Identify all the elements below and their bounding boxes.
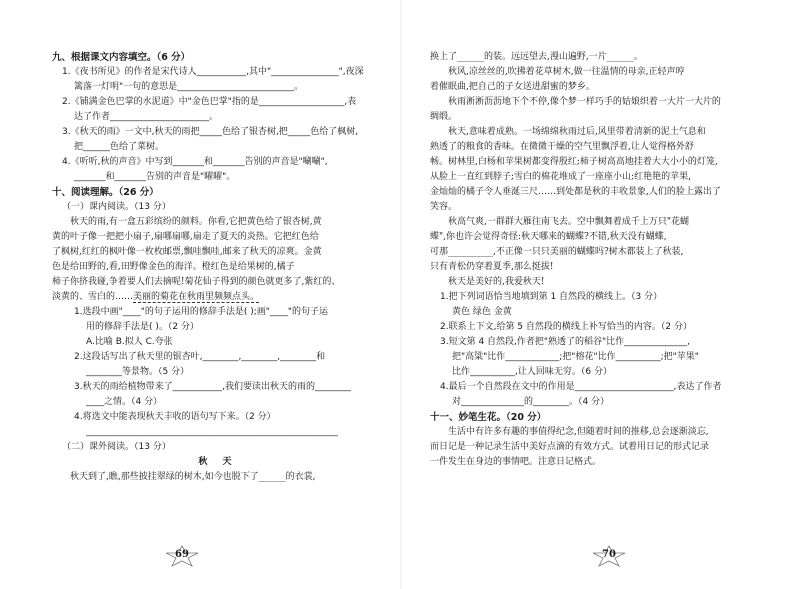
line-text: 秋高气爽,一群群大雁往南飞去。空中飘舞着成千上万只"花蝴 xyxy=(448,217,690,227)
text-line xyxy=(52,110,384,125)
text-line xyxy=(52,260,384,275)
line-text: 生活中有许多有趣的事值得纪念,但随着时间的推移,总会逐渐淡忘, xyxy=(448,427,709,437)
line-text: 笑容。 xyxy=(430,202,458,212)
line-text: 4.最后一个自然段在文中的作用是______________________,表达了作者 xyxy=(440,382,722,392)
line-text: 2.联系上下文,给第 5 自然段的横线上补写恰当的内容。（2 分） xyxy=(440,322,692,332)
line-text: 对______________的________。（4 分） xyxy=(452,397,610,407)
text-line xyxy=(52,140,384,155)
text-line xyxy=(430,305,780,320)
line-text: 1.选段中画"____"的句子运用的修辞手法是( );画"____"的句子运 xyxy=(74,307,329,317)
line-text: 柿子你挤我碰,争着要人们去摘呢!菊花仙子得到的颜色就更多了,紫红的、 xyxy=(52,277,341,287)
section-heading xyxy=(52,50,384,65)
line-text: 黄色 绿色 金黄 xyxy=(452,307,512,317)
text-line xyxy=(430,320,780,335)
text-line xyxy=(430,50,780,65)
line-text: 从脸上一直红到脖子;雪白的棉花堆成了一座座小山;红艳艳的苹果, xyxy=(430,172,691,182)
line-text: 色是给田野的,看,田野像金色的海洋。橙红色是给果树的,橘子 xyxy=(52,262,295,272)
text-line xyxy=(430,125,780,140)
right-page xyxy=(402,0,800,589)
text-line xyxy=(52,65,384,80)
text-line xyxy=(430,290,780,305)
text-line xyxy=(52,455,384,470)
text-line xyxy=(430,395,780,410)
text-line xyxy=(52,200,384,215)
page-number-badge xyxy=(165,545,199,567)
text-line xyxy=(430,440,780,455)
line-text: 秋天,意味着成熟。一场绵绵秋雨过后,风里带着清新的泥土气息和 xyxy=(448,127,706,137)
line-text: 2.这段话写出了秋天里的银杏叶,________,________,________和 xyxy=(74,352,326,362)
line-text: 秋天的雨,有一盒五彩缤纷的颜料。你看,它把黄色给了银杏树,黄 xyxy=(70,217,322,227)
text-line xyxy=(430,200,780,215)
text-line xyxy=(430,155,780,170)
text-line xyxy=(52,275,384,290)
text-line xyxy=(52,320,384,335)
text-line xyxy=(52,365,384,380)
text-line xyxy=(52,215,384,230)
text-line xyxy=(430,245,780,260)
line-text: 畅。树林里,白杨和苹果树都变得殷红;柿子树高高地挂着大大小小的灯笼, xyxy=(430,157,718,167)
text-line xyxy=(52,125,384,140)
line-text: 秋天到了,瞧,那些披挂翠绿的树木,如今也脱下了______的衣裳, xyxy=(70,472,316,482)
text-line xyxy=(430,95,780,110)
line-text: 一件发生在身边的事情吧。注意日记格式。 xyxy=(430,457,602,467)
line-text: 用的修辞手法是( )。（2 分） xyxy=(86,322,199,332)
text-line xyxy=(430,380,780,395)
text-line xyxy=(430,335,780,350)
page-number-badge xyxy=(592,545,626,567)
text-line xyxy=(52,305,384,320)
line-text: 熟透了的粮食的香味。在微微干燥的空气里飘浮着,让人觉得格外舒 xyxy=(430,142,694,152)
section-heading xyxy=(52,185,384,200)
line-text: 2.《铺满金色巴掌的水泥道》中"金色巴掌"指的是___________________,表 xyxy=(62,97,357,107)
line-text: 达了作者______________________。 xyxy=(74,112,219,122)
line-text: 3.短文第 4 自然段,作者把"熟透了的稻谷"比作______________, xyxy=(440,337,691,347)
text-line xyxy=(52,290,384,305)
line-text: 可那__________,不正像一只只美丽的蝴蝶吗?树木都装上了秋装, xyxy=(430,247,684,257)
line-text: 蝶",你也许会觉得奇怪:秋天哪来的蝴蝶?不错,秋天没有蝴蝶, xyxy=(430,232,667,242)
line-text: （一）课内阅读。（13 分） xyxy=(62,202,171,212)
page-number: 70 xyxy=(602,549,616,560)
line-text: ________________________________________________________ xyxy=(86,427,338,437)
page-number: 69 xyxy=(175,549,189,560)
text-line xyxy=(430,425,780,440)
line-text: 了枫树,红红的枫叶像一枚枚邮票,飘哇飘哇,邮来了秋天的凉爽。金黄 xyxy=(52,247,322,257)
text-line xyxy=(52,470,384,485)
text-line xyxy=(52,410,384,425)
line-text: 把"高粱"比作____________;把"榕花"比作__________;把"苹果" xyxy=(452,352,699,362)
left-page-content xyxy=(52,50,384,485)
text-line xyxy=(430,230,780,245)
text-line xyxy=(430,215,780,230)
text-line xyxy=(430,260,780,275)
line-text: 篱落一灯明"一句的意思是__________________________。 xyxy=(74,82,304,92)
line-text: 淡黄的、雪白的…… xyxy=(52,292,134,302)
line-text: 3.《秋天的雨》一文中,秋天的雨把_____色给了银杏树,把_____色给了枫树, xyxy=(62,127,359,137)
right-page-content xyxy=(430,50,780,470)
text-line xyxy=(52,95,384,110)
line-text: （二）课外阅读。（13 分） xyxy=(62,442,171,452)
text-line xyxy=(52,230,384,245)
text-line xyxy=(430,80,780,95)
text-line xyxy=(52,440,384,455)
text-line xyxy=(430,140,780,155)
text-line xyxy=(430,350,780,365)
line-text: 4.《听听,秋的声音》中写到_______和_______告别的声音是"唰唰", xyxy=(62,157,328,167)
text-line xyxy=(52,395,384,410)
text-line xyxy=(430,275,780,290)
text-line xyxy=(52,425,384,440)
text-line xyxy=(52,380,384,395)
line-text: 十一、妙笔生花。（20 分） xyxy=(430,412,547,423)
text-line xyxy=(430,170,780,185)
text-line xyxy=(52,350,384,365)
line-text: _______和_______告别的声音是"曜曜"。 xyxy=(74,172,236,182)
underlined-sentence: 美丽的菊花在秋雨里频频点头。 xyxy=(133,292,260,302)
text-line xyxy=(430,185,780,200)
line-text: ____之情。（4 分） xyxy=(86,397,163,407)
line-text: 秋 天 xyxy=(198,457,238,467)
section-heading xyxy=(430,410,780,425)
text-line xyxy=(52,335,384,350)
line-text: 秋天是美好的,我爱秋天! xyxy=(448,277,545,287)
line-text: 4.将选文中能表现秋天丰收的语句写下来。（2 分） xyxy=(74,412,276,422)
line-text: 1.《夜书所见》的作者是宋代诗人___________,其中"_______________",夜深 xyxy=(62,67,364,77)
text-line xyxy=(52,245,384,260)
line-text: A.比喻 B.拟人 C.夸张 xyxy=(86,337,173,347)
line-text: 把______色给了菜树。 xyxy=(74,142,165,152)
text-line xyxy=(430,455,780,470)
text-line xyxy=(430,65,780,80)
text-line xyxy=(52,80,384,95)
line-text: 金灿灿的橘子令人垂涎三尺……到处都是秋的丰收景象,人们的脸上露出了 xyxy=(430,187,721,197)
text-line xyxy=(430,110,780,125)
line-text: 换上了______的装。远远望去,漫山遍野,一片______。 xyxy=(430,52,643,62)
line-text: 秋风,凉丝丝的,吹拂着花草树木,做一往温情的母亲,正轻声哼 xyxy=(448,67,685,77)
line-text: 九、根据课文内容填空。（6 分） xyxy=(52,52,191,63)
text-line xyxy=(430,365,780,380)
line-text: 3.秋天的雨给植物带来了___________,我们要读出秋天的雨的________ xyxy=(74,382,351,392)
line-text: 黄的叶子像一把把小扇子,扇哪扇哪,扇走了夏天的炎热。它把红色给 xyxy=(52,232,319,242)
line-text: 绸缎。 xyxy=(430,112,458,122)
line-text: 十、阅读理解。（26 分） xyxy=(52,187,159,198)
text-line xyxy=(52,155,384,170)
line-text: 1.把下列词语恰当地填到第 1 自然段的横线上。（3 分） xyxy=(440,292,663,302)
line-text: 着催眠曲,把自己的子女送进甜蜜的梦乡。 xyxy=(430,82,595,92)
line-text: ________等景物。（5 分） xyxy=(86,367,190,377)
text-line xyxy=(52,170,384,185)
line-text: 秋雨淅淅沥沥地下个不停,像个梦一样巧手的姑娘织着一大片一大片的 xyxy=(448,97,721,107)
line-text: 而日记是一种记录生活中美好点滴的有效方式。试着用日记的形式记录 xyxy=(430,442,710,452)
line-text: 比作__________,让人回味无穷。（6 分） xyxy=(452,367,612,377)
line-text: 只有青松仍穿着夏季,那么挺拔! xyxy=(430,262,554,272)
